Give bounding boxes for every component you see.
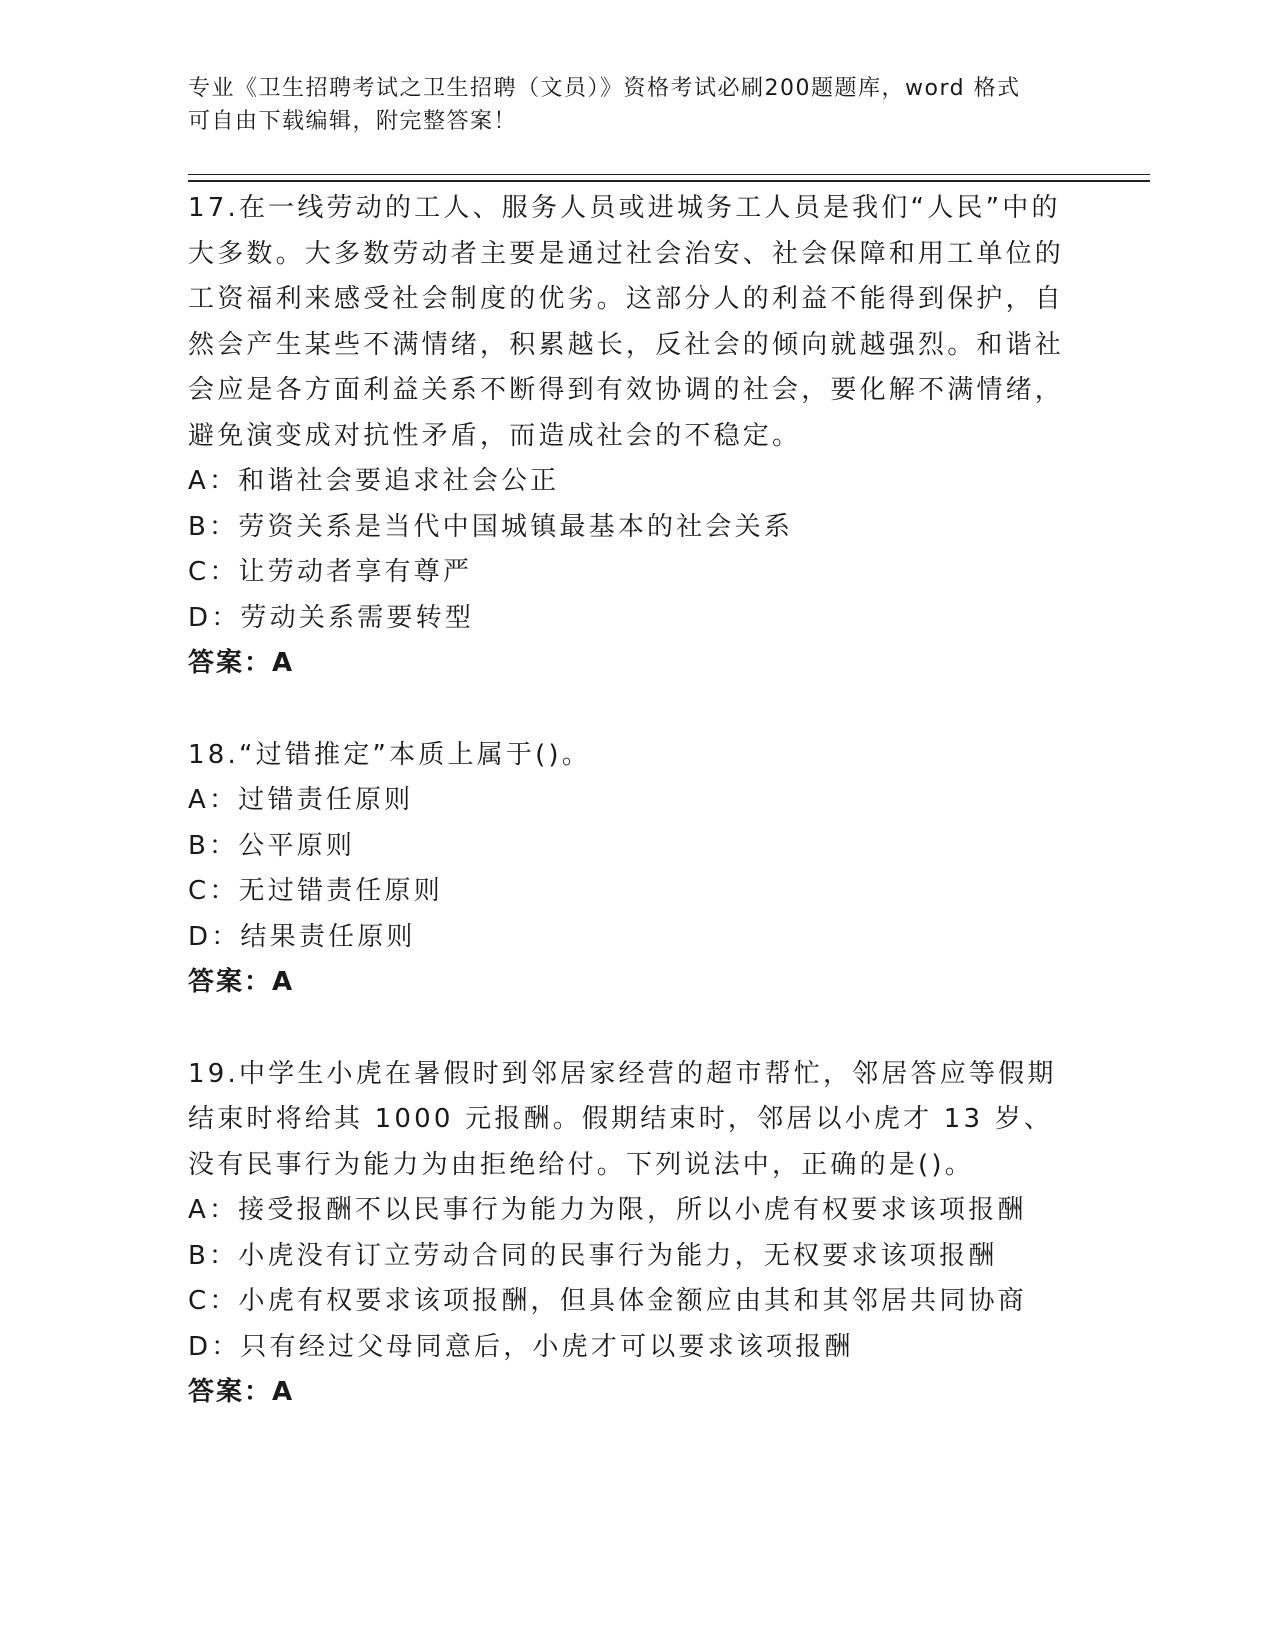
option-b: B：公平原则 <box>188 830 356 861</box>
answer-label: 答案：A <box>188 1377 295 1407</box>
option-c: C：小虎有权要求该项报酬，但具体金额应由其和其邻居共同协商 <box>188 1286 1027 1316</box>
option-c: C：让劳动者享有尊严 <box>188 557 473 587</box>
option-a: A：和谐社会要追求社会公正 <box>188 466 560 496</box>
question-17 <box>188 186 1078 687</box>
answer-label: 答案：A <box>188 648 295 678</box>
option-a: A：过错责任原则 <box>188 785 414 815</box>
header-line-2: 可自由下载编辑，附完整答案！ <box>188 109 518 134</box>
question-18 <box>188 733 1078 1006</box>
question-text: 18.“过错推定”本质上属于()。 <box>188 739 591 770</box>
option-d: D：结果责任原则 <box>188 921 416 952</box>
option-c: C：无过错责任原则 <box>188 876 443 906</box>
question-text: 17.在一线劳动的工人、服务人员或进城务工人员是我们“人民”中的大多数。大多数劳动者主要是通过社会治安、社会保障和用工单位的工资福利来感受社会制度的优劣。这部分人的利益不能得到保护，自然会产生某些不满情绪，积累越长，反社会的倾向就越强烈。和谐社会应是各方面利益关系不断得到有效协调的社会，要化解不满情绪，避免演变成对抗性矛盾，而造成社会的不稳定。 <box>188 193 1065 451</box>
answer-label: 答案：A <box>188 967 295 997</box>
option-b: B：小虎没有订立劳动合同的民事行为能力，无权要求该项报酬 <box>188 1240 998 1271</box>
question-list <box>188 186 1078 1416</box>
header-line-1: 专业《卫生招聘考试之卫生招聘（文员）》资格考试必刷200题题库，word 格式 <box>188 76 1021 101</box>
option-d: D：只有经过父母同意后，小虎才可以要求该项报酬 <box>188 1331 854 1362</box>
option-d: D：劳动关系需要转型 <box>188 602 475 633</box>
question-text: 19.中学生小虎在暑假时到邻居家经营的超市帮忙，邻居答应等假期结束时将给其 1000 元报酬。假期结束时，邻居以小虎才 13 岁、没有民事行为能力为由拒绝给付。下列说法中，正确的是()。 <box>188 1058 1057 1180</box>
header-divider-thin <box>188 174 1150 175</box>
document-header <box>188 72 1068 138</box>
header-divider-thick <box>188 180 1150 182</box>
option-b: B：劳资关系是当代中国城镇最基本的社会关系 <box>188 511 794 542</box>
question-19 <box>188 1052 1078 1416</box>
option-a: A：接受报酬不以民事行为能力为限，所以小虎有权要求该项报酬 <box>188 1195 1027 1225</box>
